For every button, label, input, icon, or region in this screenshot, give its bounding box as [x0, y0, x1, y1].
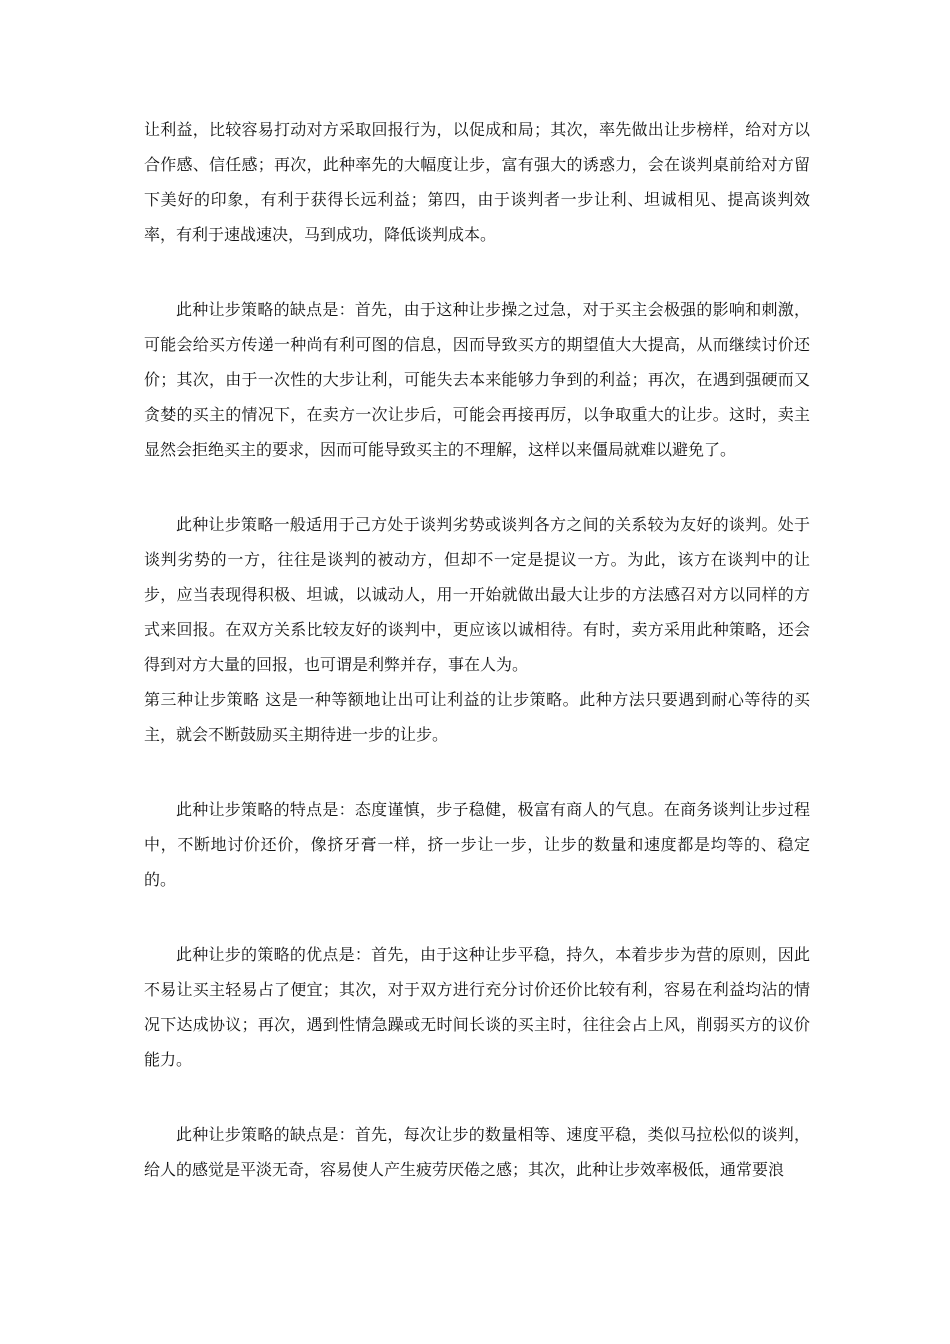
paragraph-applicability-strategy-two: 此种让步策略一般适用于己方处于谈判劣势或谈判各方之间的关系较为友好的谈判。处于谈判劣势的一方，往往是谈判的被动方，但却不一定是提议一方。为此，该方在谈判中的让步，应当表现得积极、坦诚，以诚动人，用一开始就做出最大让步的方法感召对方以同样的方式来回报。在双方关系比较友好的谈判中，更应该以诚相待。有时，卖方采用此种策略，还会得到对方大量的回报，也可谓是利弊并存，事在人为。 [144, 515, 810, 674]
paragraph-features-strategy-three: 此种让步策略的特点是：态度谨慎，步子稳健，极富有商人的气息。在商务谈判让步过程中，不断地讨价还价，像挤牙膏一样，挤一步让一步，让步的数量和速度都是均等的、稳定的。 [144, 800, 810, 889]
paragraph-disadvantages-strategy-two: 此种让步策略的缺点是：首先，由于这种让步操之过急，对于买主会极强的影响和刺激，可能会给买方传递一种尚有利可图的信息，因而导致买方的期望值大大提高，从而继续讨价还价；其次，由于一次性的大步让利，可能失去本来能够力争到的利益；再次，在遇到强硬而又贪婪的买主的情况下，在卖方一次让步后，可能会再接再厉，以争取重大的让步。这时，卖主显然会拒绝买主的要求，因而可能导致买主的不理解，这样以来僵局就难以避免了。 [144, 300, 810, 459]
paragraph-disadvantages-strategy-three: 此种让步策略的缺点是：首先，每次让步的数量相等、速度平稳，类似马拉松似的谈判，给人的感觉是平淡无奇，容易使人产生疲劳厌倦之感；其次，此种让步效率极低，通常要浪 [144, 1125, 810, 1179]
paragraph-advantages-strategy-three: 此种让步的策略的优点是：首先，由于这种让步平稳，持久，本着步步为营的原则，因此不易让买主轻易占了便宜；其次，对于双方进行充分讨价还价比较有利，容易在利益均沾的情况下达成协议；再次，遇到性情急躁或无时间长谈的买主时，往往会占上风，削弱买方的议价能力。 [144, 945, 810, 1069]
paragraph-strategy-three-intro: 第三种让步策略 这是一种等额地让出可让利益的让步策略。此种方法只要遇到耐心等待的买主，就会不断鼓励买主期待进一步的让步。 [144, 690, 810, 744]
paragraph-benefits-continued: 让利益，比较容易打动对方采取回报行为，以促成和局；其次，率先做出让步榜样，给对方以合作感、信任感；再次，此种率先的大幅度让步，富有强大的诱惑力，会在谈判桌前给对方留下美好的印象，有利于获得长远利益；第四，由于谈判者一步让利、坦诚相见、提高谈判效率，有利于速战速决，马到成功，降低谈判成本。 [144, 120, 810, 244]
document-page [144, 112, 810, 1187]
